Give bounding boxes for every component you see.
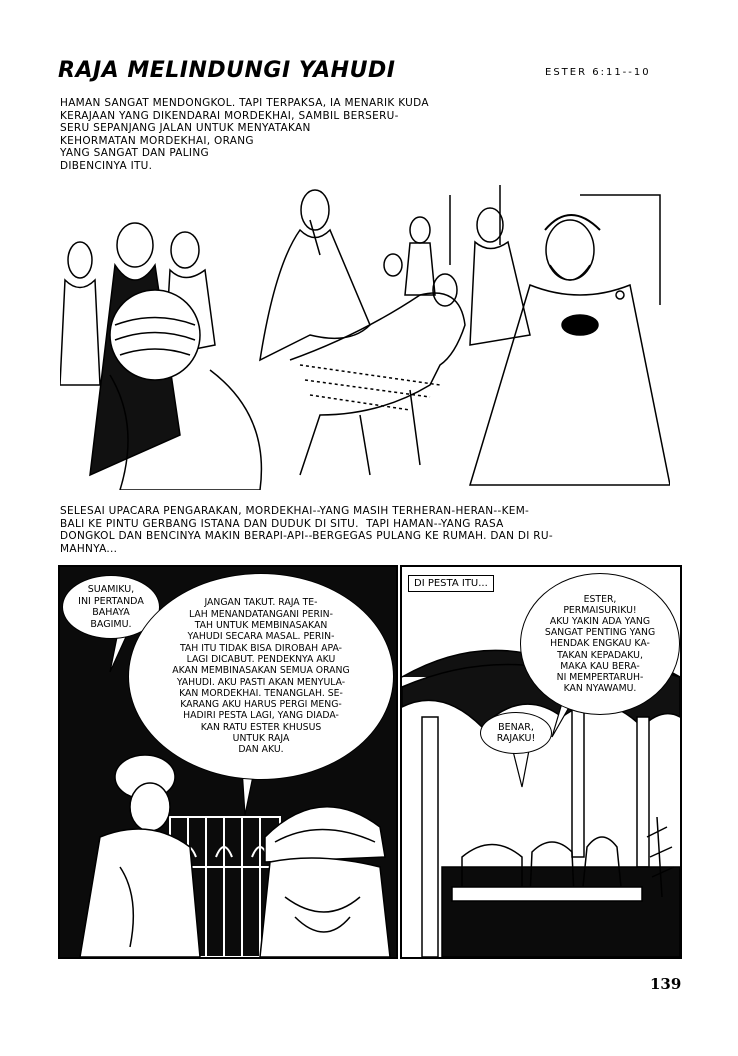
caption-box-banquet: DI PESTA ITU... bbox=[408, 575, 494, 592]
caption-top: HAMAN SANGAT MENDONGKOL. TAPI TERPAKSA, IA MENARIK KUDA KERAJAAN YANG DIKENDARAI MORDEKHAI, SAMBIL BERSERU- SERU SEPANJANG JALAN UNTUK MENYATAKAN KEHORMATAN MORDEKHAI, ORANG YANG SANGAT DAN PALING DIBENCINYA ITU. bbox=[60, 97, 429, 172]
panel-procession-illustration bbox=[60, 185, 670, 490]
caption-middle: SELESAI UPACARA PENGARAKAN, MORDEKHAI--YANG MASIH TERHERAN-HERAN--KEM- BALI KE PINTU GERBANG ISTANA DAN DUDUK DI SITU. TAPI HAMAN--YANG RASA DONGKOL DAN BENCINYA MAKIN BERAPI-API--BERGEGAS PULANG KE RUMAH. DAN DI RU- MAHNYA... bbox=[60, 505, 553, 555]
panel-haman-home bbox=[58, 565, 398, 959]
speech-bubble-wife: SUAMIKU, INI PERTANDA BAHAYA BAGIMU. bbox=[62, 575, 160, 639]
speech-bubble-king: ESTER, PERMAISURIKU! AKU YAKIN ADA YANG SANGAT PENTING YANG HENDAK ENGKAU KA- TAKAN KEPADAKU, MAKA KAU BERA- NI MEMPERTARUH- KAN NYAWAMU. bbox=[520, 573, 680, 715]
procession-drawing bbox=[60, 185, 670, 490]
page-number: 139 bbox=[650, 975, 682, 993]
speech-bubble-ester: BENAR, RAJAKU! bbox=[480, 712, 552, 754]
page-title: RAJA MELINDUNGI YAHUDI bbox=[58, 58, 396, 83]
panel-banquet bbox=[400, 565, 682, 959]
speech-bubble-haman: JANGAN TAKUT. RAJA TE- LAH MENANDATANGANI PERIN- TAH UNTUK MEMBINASAKAN YAHUDI SECARA MASAL. PERIN- TAH ITU TIDAK BISA DIROBAH APA- LAGI DICABUT. PENDEKNYA AKU AKAN MEMBINASAKAN SEMUA ORANG YAHUDI. AKU PASTI AKAN MENYULA- KAN MORDEKHAI. TENANGLAH. SE- KARANG AKU HARUS PERGI MENG- HADIRI PESTA LAGI, YANG DIADA- KAN RATU ESTER KHUSUS UNTUK RAJA DAN AKU. bbox=[128, 573, 394, 780]
scripture-reference: ESTER 6:11--10 bbox=[545, 67, 651, 78]
